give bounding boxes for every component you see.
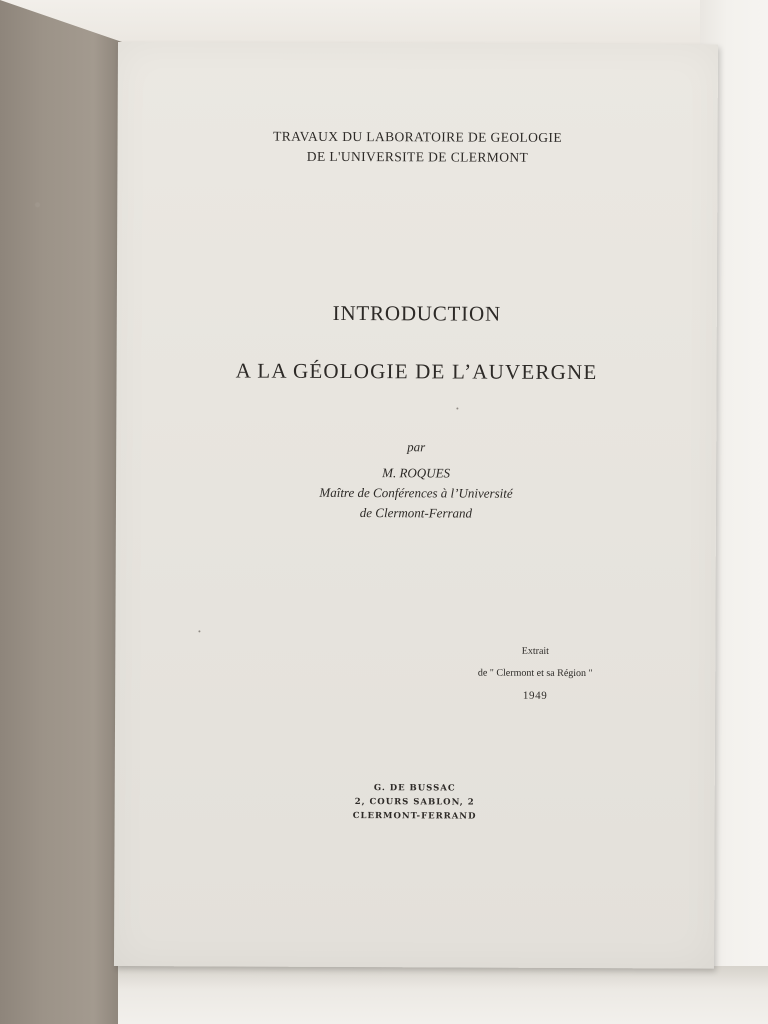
printer-city: CLERMONT-FERRAND — [352, 811, 477, 822]
paper-speck — [198, 630, 200, 632]
extract-note — [455, 640, 615, 707]
extract-source: de " Clermont et sa Région " — [477, 667, 593, 680]
series-line-1: TRAVAUX DU LABORATOIRE DE GEOLOGIE — [273, 128, 563, 145]
title-line-1: INTRODUCTION — [332, 300, 501, 326]
printer-name: G. DE BUSSAC — [373, 783, 456, 794]
background-surface — [0, 0, 768, 45]
paper-speck — [456, 407, 458, 409]
author-name: M. ROQUES — [382, 465, 451, 481]
author-position: Maître de Conférences à l’Université — [319, 484, 513, 501]
printer-imprint — [115, 780, 715, 825]
booklet-cover — [0, 0, 125, 1024]
author-place: de Clermont-Ferrand — [359, 505, 473, 521]
series-line-2: DE L'UNIVERSITE DE CLERMONT — [306, 148, 529, 165]
extract-label: Extrait — [521, 645, 549, 657]
table-surface — [118, 966, 768, 1024]
title-page — [114, 42, 718, 969]
by-label: par — [407, 439, 426, 455]
author-block — [116, 462, 716, 525]
series-heading — [117, 126, 717, 169]
printer-address: 2, COURS SABLON, 2 — [354, 797, 475, 808]
extract-year: 1949 — [522, 689, 548, 702]
title-line-2: A LA GÉOLOGIE DE L’AUVERGNE — [235, 358, 598, 385]
